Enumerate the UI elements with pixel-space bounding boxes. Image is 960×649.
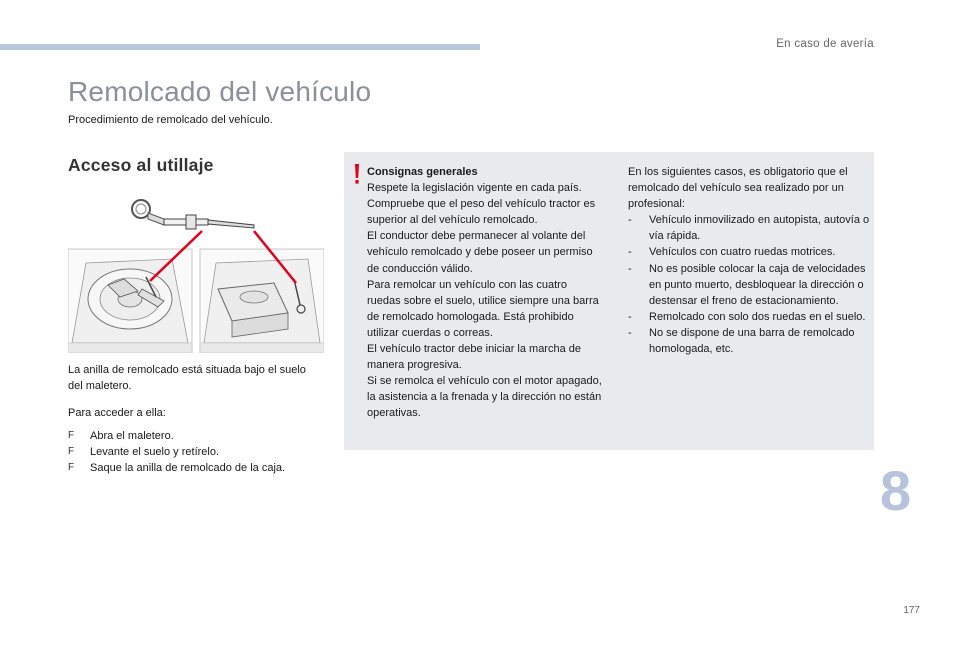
spare-wheel-view — [68, 249, 192, 353]
notice-heading: Consignas generales — [367, 166, 478, 178]
page-title: Remolcado del vehículo — [68, 76, 372, 107]
page-number: 177 — [903, 605, 920, 616]
header-accent-bar — [0, 44, 480, 50]
notice-line: Para remolcar un vehículo con las cuatro ruedas sobre el suelo, utilice siempre una barra de remolcado homologada. Está prohibido utilizar cuerdas o correas. — [367, 278, 599, 339]
step-bullet: F — [68, 462, 75, 473]
list-item: F Levante el suelo y retírelo. — [68, 446, 220, 458]
list-item: - No es posible colocar la caja de velocidades en punto muerto, desbloquear la dirección o destensar el freno de estacionamiento. — [628, 262, 866, 307]
list-item: F Abra el maletero. — [68, 430, 174, 442]
cases-intro: En los siguientes casos, es obligatorio que el remolcado del vehículo sea realizado por un profesional: — [628, 166, 848, 211]
exclamation-icon — [352, 163, 362, 185]
notice-column-left — [367, 164, 603, 422]
list-item: - No se dispone de una barra de remolcado homologada, etc. — [628, 326, 855, 356]
toolbox-view — [200, 249, 324, 353]
ring-location-text: La anilla de remolcado está situada bajo el suelo del maletero. — [68, 364, 306, 392]
access-intro-text: Para acceder a ella: — [68, 407, 166, 419]
list-item: F Saque la anilla de remolcado de la caja. — [68, 462, 286, 474]
step-bullet: F — [68, 430, 75, 441]
trunk-illustration — [68, 193, 324, 353]
notice-line: Compruebe que el peso del vehículo tractor es superior al del vehículo remolcado. — [367, 198, 596, 227]
cases-list — [628, 212, 872, 357]
access-steps — [68, 428, 338, 476]
step-bullet: F — [68, 446, 75, 457]
chapter-number: 8 — [880, 459, 912, 522]
list-item: - Remolcado con solo dos ruedas en el suelo. — [628, 310, 866, 323]
towing-eye-icon — [132, 200, 254, 229]
list-item: - Vehículos con cuatro ruedas motrices. — [628, 246, 836, 259]
page-intro: Procedimiento de remolcado del vehículo. — [68, 114, 273, 126]
notice-line: El conductor debe permanecer al volante del vehículo remolcado y debe poseer un permiso de conducción válido. — [367, 230, 593, 275]
notice-line: El vehículo tractor debe iniciar la marcha de manera progresiva. — [367, 343, 581, 372]
list-item: - Vehículo inmovilizado en autopista, autovía o vía rápida. — [628, 214, 870, 243]
notice-line: Si se remolca el vehículo con el motor apagado, la asistencia a la frenada y la dirección no están operativas. — [367, 375, 602, 420]
access-heading: Acceso al utillaje — [68, 155, 214, 175]
section-label: En caso de avería — [776, 38, 874, 50]
notice-line: Respete la legislación vigente en cada país. — [367, 182, 582, 195]
notice-column-right — [628, 164, 872, 357]
